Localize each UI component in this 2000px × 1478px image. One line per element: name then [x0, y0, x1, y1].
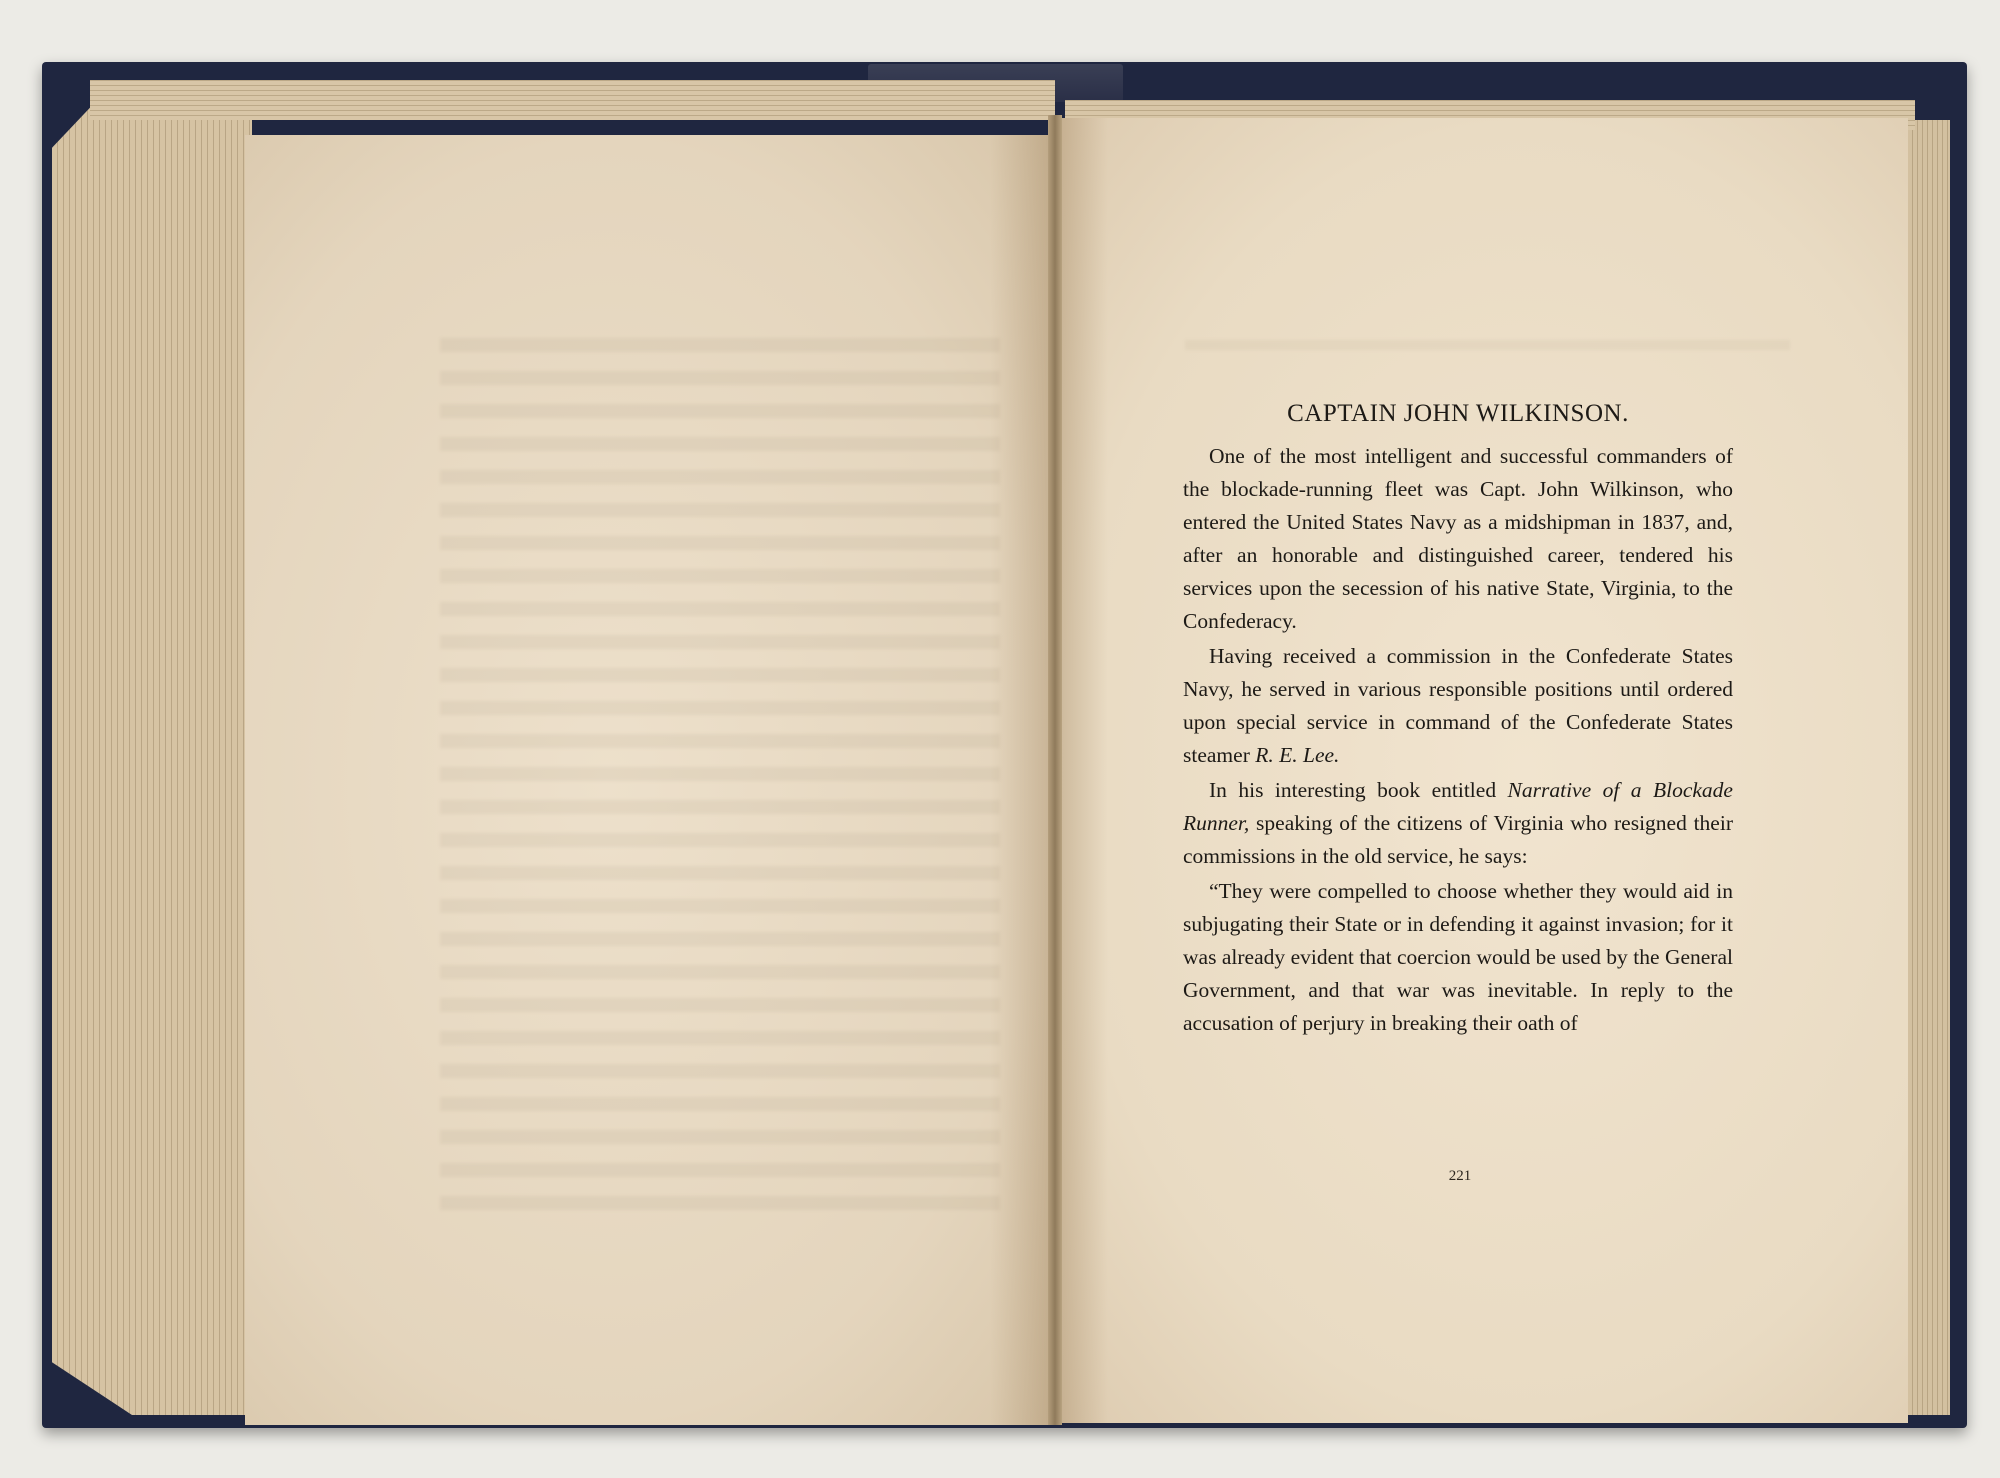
paragraph-text: In his interesting book entitled — [1209, 778, 1508, 802]
ship-name: R. E. Lee. — [1255, 743, 1340, 767]
paragraph-text: speaking of the citizens of Virginia who resigned their commissions in the old service, he says: — [1183, 811, 1733, 868]
book-title: Narrative of a Blockade Runner, — [1183, 778, 1733, 835]
page-text-block — [1183, 400, 1733, 1042]
left-page-edges — [52, 95, 252, 1415]
paragraph-text: One of the most intelligent and successful commanders of the blockade-running fleet was Capt. John Wilkinson, who entered the United States Navy as a midshipman in 1837, and, after an honorable and distinguished career, tendered his services upon the secession of his native State, Virginia, to the Confederacy. — [1183, 444, 1733, 633]
paragraph-3 — [1183, 774, 1733, 873]
book-gutter — [1048, 115, 1062, 1425]
paragraph-text: Having received a commission in the Confederate States Navy, he served in various responsible positions until ordered upon special service in command of the Confederate States steamer — [1183, 644, 1733, 767]
paragraph-4 — [1183, 875, 1733, 1040]
right-page-show-through — [1185, 320, 1790, 350]
page-number: 221 — [1448, 1168, 1472, 1184]
paragraph-1 — [1183, 440, 1733, 638]
left-top-page-edges — [90, 80, 1055, 120]
chapter-title: CAPTAIN JOHN WILKINSON. — [1287, 400, 1629, 427]
paragraph-text: “They were compelled to choose whether they would aid in subjugating their State or in defending it against invasion; for it was already evident that coercion would be used by the General Government, and that war was inevitable. In reply to the accusation of perjury in breaking their oath of — [1183, 879, 1733, 1035]
left-page-show-through — [440, 330, 1000, 1210]
paragraph-2 — [1183, 640, 1733, 772]
